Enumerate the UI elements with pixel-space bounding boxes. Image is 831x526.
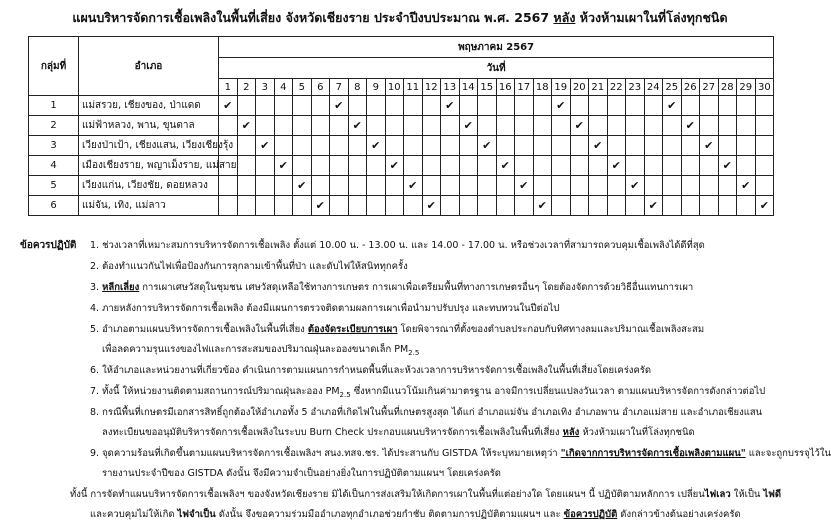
check-mark-icon: ✔: [533, 196, 552, 216]
empty-day-cell: [478, 176, 497, 196]
check-mark-icon: ✔: [441, 96, 460, 116]
check-mark-icon: ✔: [644, 196, 663, 216]
check-mark-icon: ✔: [589, 136, 608, 156]
check-mark-icon: ✔: [404, 176, 423, 196]
empty-day-cell: [422, 136, 441, 156]
note-8-emphasis: หลัง: [562, 427, 580, 438]
day-number-cell: 21: [589, 79, 608, 96]
empty-day-cell: [293, 116, 312, 136]
day-number-cell: 19: [552, 79, 571, 96]
day-number-cell: 1: [219, 79, 238, 96]
day-number-cell: 4: [274, 79, 293, 96]
empty-day-cell: [385, 96, 404, 116]
empty-day-cell: [404, 116, 423, 136]
day-number-cell: 24: [644, 79, 663, 96]
empty-day-cell: [330, 136, 349, 156]
district-header: อำเภอ: [79, 37, 219, 96]
empty-day-cell: [533, 156, 552, 176]
empty-day-cell: [293, 156, 312, 176]
note-7-text: 7. ทั้งนี้ ให้หน่วยงานติดตามสถานการณ์ปริมาณฝุ่นละออง PM: [90, 386, 340, 397]
day-number-cell: 13: [441, 79, 460, 96]
empty-day-cell: [570, 196, 589, 216]
empty-day-cell: [718, 136, 737, 156]
empty-day-cell: [755, 116, 774, 136]
empty-day-cell: [589, 116, 608, 136]
empty-day-cell: [515, 196, 534, 216]
empty-day-cell: [496, 196, 515, 216]
day-number-cell: 6: [311, 79, 330, 96]
check-mark-icon: ✔: [663, 96, 682, 116]
empty-day-cell: [570, 156, 589, 176]
empty-day-cell: [515, 136, 534, 156]
group-cell: 6: [29, 196, 79, 216]
table-row: [29, 196, 774, 216]
empty-day-cell: [367, 196, 386, 216]
group-header: กลุ่มที่: [29, 37, 79, 96]
check-mark-icon: ✔: [367, 136, 386, 156]
empty-day-cell: [478, 96, 497, 116]
empty-day-cell: [626, 116, 645, 136]
notes-label: ข้อควรปฏิบัติ: [20, 240, 77, 251]
empty-day-cell: [607, 116, 626, 136]
day-number-cell: 7: [330, 79, 349, 96]
note-3-text: การเผาเศษวัสดุในชุมชน เศษวัสดุเหลือใช้ทางการเกษตร การเผาเพื่อเตรียมพื้นที่ทางการเกษตรอื่นๆ โดยต้องจัดการด้วยวิธีอื่นแทนการเผา: [142, 282, 694, 293]
empty-day-cell: [737, 196, 756, 216]
empty-day-cell: [274, 116, 293, 136]
empty-day-cell: [681, 136, 700, 156]
check-mark-icon: ✔: [330, 96, 349, 116]
empty-day-cell: [681, 176, 700, 196]
note-9-cont: รายงานประจำปีของ GISTDA ดังนั้น จึงมีความจำเป็นอย่างยิ่งในการปฏิบัติตามแผนฯ โดยเคร่งครัด: [102, 468, 501, 479]
day-number-cell: 28: [718, 79, 737, 96]
table-row: [29, 136, 774, 156]
empty-day-cell: [626, 96, 645, 116]
check-mark-icon: ✔: [237, 116, 256, 136]
empty-day-cell: [663, 156, 682, 176]
empty-day-cell: [274, 176, 293, 196]
title-text-end: ห้วงห้ามเผาในที่โล่งทุกชนิด: [579, 10, 728, 25]
note-7: [90, 382, 765, 405]
district-cell: แม่สรวย, เชียงของ, ป่าแดด: [79, 96, 219, 116]
empty-day-cell: [422, 116, 441, 136]
empty-day-cell: [718, 116, 737, 136]
empty-day-cell: [311, 156, 330, 176]
footer-line-1: [70, 485, 781, 506]
note-5: [90, 320, 704, 341]
check-mark-icon: ✔: [718, 156, 737, 176]
note-4: 4. ภายหลังการบริหารจัดการเชื้อเพลิง ต้องมีแผนการตรวจติดตามผลการเผาเพื่อนำมาปรับปรุง และทบทวนในปีต่อไป: [90, 303, 560, 314]
empty-day-cell: [755, 156, 774, 176]
empty-day-cell: [330, 116, 349, 136]
check-mark-icon: ✔: [459, 116, 478, 136]
empty-day-cell: [515, 156, 534, 176]
empty-day-cell: [459, 196, 478, 216]
group-cell: 5: [29, 176, 79, 196]
schedule-body: [29, 96, 774, 216]
day-number-cell: 12: [422, 79, 441, 96]
empty-day-cell: [441, 176, 460, 196]
empty-day-cell: [607, 196, 626, 216]
empty-day-cell: [515, 116, 534, 136]
empty-day-cell: [737, 116, 756, 136]
note-5-cont-text: เพื่อลดความรุนแรงของไฟและการสะสมของปริมาณฝุ่นละอองขนาดเล็ก PM: [102, 344, 409, 355]
empty-day-cell: [607, 176, 626, 196]
empty-day-cell: [496, 136, 515, 156]
empty-day-cell: [219, 196, 238, 216]
day-number-cell: 16: [496, 79, 515, 96]
empty-day-cell: [441, 156, 460, 176]
empty-day-cell: [293, 196, 312, 216]
empty-day-cell: [478, 196, 497, 216]
empty-day-cell: [552, 196, 571, 216]
empty-day-cell: [755, 96, 774, 116]
note-3: [90, 278, 693, 299]
day-number-cell: 27: [700, 79, 719, 96]
day-number-cell: 9: [367, 79, 386, 96]
empty-day-cell: [737, 136, 756, 156]
empty-day-cell: [663, 196, 682, 216]
check-mark-icon: ✔: [570, 116, 589, 136]
empty-day-cell: [644, 96, 663, 116]
empty-day-cell: [348, 176, 367, 196]
empty-day-cell: [459, 136, 478, 156]
table-row: [29, 116, 774, 136]
empty-day-cell: [552, 136, 571, 156]
empty-day-cell: [311, 96, 330, 116]
empty-day-cell: [644, 156, 663, 176]
day-number-cell: 17: [515, 79, 534, 96]
empty-day-cell: [330, 196, 349, 216]
day-number-cell: 26: [681, 79, 700, 96]
table-row: [29, 156, 774, 176]
empty-day-cell: [256, 176, 275, 196]
district-cell: เมืองเชียงราย, พญาเม็งราย, แม่สาย: [79, 156, 219, 176]
day-number-cell: 5: [293, 79, 312, 96]
empty-day-cell: [237, 136, 256, 156]
empty-day-cell: [589, 156, 608, 176]
empty-day-cell: [552, 116, 571, 136]
empty-day-cell: [385, 176, 404, 196]
note-7-text-end: ซึ่งหากมีแนวโน้มเกินค่ามาตรฐาน อาจมีการเปลี่ยนแปลงวันเวลา ตามแผนบริหารจัดการดังกล่าวต่อไป: [350, 386, 766, 397]
empty-day-cell: [348, 196, 367, 216]
empty-day-cell: [404, 156, 423, 176]
group-cell: 3: [29, 136, 79, 156]
empty-day-cell: [515, 96, 534, 116]
empty-day-cell: [681, 156, 700, 176]
empty-day-cell: [330, 176, 349, 196]
footer-1-bad-fire: ไฟเลว: [704, 489, 731, 500]
day-number-cell: 30: [755, 79, 774, 96]
footer-2-mid: ดังนั้น จึงขอความร่วมมืออำเภอทุกอำเภอช่วยกำชับ ติดตามการปฏิบัติตามแผนฯ และ: [215, 509, 564, 520]
check-mark-icon: ✔: [422, 196, 441, 216]
empty-day-cell: [311, 116, 330, 136]
empty-day-cell: [478, 116, 497, 136]
check-mark-icon: ✔: [626, 176, 645, 196]
empty-day-cell: [237, 196, 256, 216]
empty-day-cell: [311, 176, 330, 196]
empty-day-cell: [626, 156, 645, 176]
empty-day-cell: [385, 116, 404, 136]
empty-day-cell: [459, 96, 478, 116]
empty-day-cell: [441, 196, 460, 216]
empty-day-cell: [385, 196, 404, 216]
empty-day-cell: [533, 136, 552, 156]
day-number-cell: 25: [663, 79, 682, 96]
note-9-emphasis: "เกิดจากการบริหารจัดการเชื้อเพลิงตามแผน": [560, 448, 746, 459]
empty-day-cell: [626, 136, 645, 156]
check-mark-icon: ✔: [515, 176, 534, 196]
empty-day-cell: [589, 96, 608, 116]
empty-day-cell: [330, 156, 349, 176]
table-row: [29, 176, 774, 196]
empty-day-cell: [755, 136, 774, 156]
empty-day-cell: [570, 176, 589, 196]
empty-day-cell: [644, 176, 663, 196]
footer-1-text: ทั้งนี้ การจัดทำแผนบริหารจัดการเชื้อเพลิงฯ ของจังหวัดเชียงราย มิได้เป็นการส่งเสริมให้เกิดการเผาในพื้นที่แต่อย่างใด โดยแผนฯ นี้ ปฏิบัติตามหลักการ เปลี่ยน: [70, 489, 705, 500]
empty-day-cell: [589, 176, 608, 196]
empty-day-cell: [441, 116, 460, 136]
empty-day-cell: [607, 96, 626, 116]
note-5-text-end: โดยพิจารณาที่ตั้งของตำบลประกอบกับทิศทางลมและปริมาณเชื้อเพลิงสะสม: [400, 324, 705, 335]
group-cell: 1: [29, 96, 79, 116]
day-number-cell: 15: [478, 79, 497, 96]
day-number-cell: 8: [348, 79, 367, 96]
empty-day-cell: [755, 176, 774, 196]
note-9-text-end: และจะถูกบรรจุไว้ใน: [748, 448, 831, 459]
empty-day-cell: [237, 176, 256, 196]
empty-day-cell: [552, 176, 571, 196]
empty-day-cell: [348, 96, 367, 116]
empty-day-cell: [737, 156, 756, 176]
check-mark-icon: ✔: [478, 136, 497, 156]
empty-day-cell: [274, 196, 293, 216]
day-number-cell: 3: [256, 79, 275, 96]
check-mark-icon: ✔: [700, 136, 719, 156]
empty-day-cell: [256, 196, 275, 216]
empty-day-cell: [422, 176, 441, 196]
note-3-emphasis: หลีกเลี่ยง: [102, 282, 140, 293]
day-number-cell: 23: [626, 79, 645, 96]
empty-day-cell: [718, 96, 737, 116]
empty-day-cell: [367, 116, 386, 136]
empty-day-cell: [552, 156, 571, 176]
empty-day-cell: [533, 176, 552, 196]
schedule-table: [28, 36, 774, 216]
empty-day-cell: [367, 176, 386, 196]
empty-day-cell: [293, 96, 312, 116]
empty-day-cell: [348, 136, 367, 156]
empty-day-cell: [533, 116, 552, 136]
empty-day-cell: [256, 116, 275, 136]
day-number-cell: 2: [237, 79, 256, 96]
empty-day-cell: [348, 156, 367, 176]
note-5-cont: [102, 340, 419, 363]
check-mark-icon: ✔: [293, 176, 312, 196]
table-row: [29, 96, 774, 116]
district-cell: เวียงแก่น, เวียงชัย, ดอยหลวง: [79, 176, 219, 196]
footer-1-mid: ให้เป็น: [730, 489, 764, 500]
check-mark-icon: ✔: [552, 96, 571, 116]
empty-day-cell: [663, 176, 682, 196]
empty-day-cell: [459, 156, 478, 176]
empty-day-cell: [441, 136, 460, 156]
check-mark-icon: ✔: [496, 156, 515, 176]
empty-day-cell: [626, 196, 645, 216]
note-5-emphasis: ต้องจัดระเบียบการเผา: [307, 324, 398, 335]
note-6: 6. ให้อำเภอและหน่วยงานที่เกี่ยวข้อง ดำเนินการตามแผนการกำหนดพื้นที่และห้วงเวลาการบริหารจัดการเชื้อเพลิงในพื้นที่เสี่ยงโดยเคร่งครัด: [90, 365, 652, 376]
footer-2-necessary-fire: ไฟจำเป็น: [177, 509, 216, 520]
note-8-cont-text: ลงทะเบียนขออนุมัติบริหารจัดการเชื้อเพลิงในระบบ Burn Check ประกอบแผนบริหารจัดการเชื้อเพลิงในพื้นที่เสี่ยง: [102, 427, 560, 438]
day-number-cell: 20: [570, 79, 589, 96]
empty-day-cell: [589, 196, 608, 216]
pm-subscript-2: 2.5: [339, 390, 351, 399]
empty-day-cell: [644, 136, 663, 156]
empty-day-cell: [737, 96, 756, 116]
empty-day-cell: [404, 136, 423, 156]
empty-day-cell: [385, 136, 404, 156]
district-cell: เวียงป่าเป้า, เชียงแสน, เวียงเชียงรุ้ง: [79, 136, 219, 156]
empty-day-cell: [219, 116, 238, 136]
empty-day-cell: [700, 116, 719, 136]
footer-1-good-fire: ไฟดี: [763, 489, 782, 500]
empty-day-cell: [478, 156, 497, 176]
empty-day-cell: [718, 196, 737, 216]
day-number-cell: 29: [737, 79, 756, 96]
empty-day-cell: [570, 136, 589, 156]
title-text: แผนบริหารจัดการเชื้อเพลิงในพื้นที่เสี่ยง จังหวัดเชียงราย ประจำปีงบประมาณ พ.ศ. 2567: [72, 10, 550, 25]
note-1: 1. ช่วงเวลาที่เหมาะสมการบริหารจัดการเชื้อเพลิง ตั้งแต่ 10.00 น. - 13.00 น. และ 14.00 - 17.00 น. หรือช่วงเวลาที่สามารถควบคุมเชื้อเพลิงได้ดีที่สุด: [90, 240, 705, 251]
empty-day-cell: [496, 116, 515, 136]
group-cell: 2: [29, 116, 79, 136]
check-mark-icon: ✔: [385, 156, 404, 176]
note-9-text: 9. จุดความร้อนที่เกิดขึ้นตามแผนบริหารจัดการเชื้อเพลิงฯ สนง.ทสจ.ชร. ได้ประสานกับ GISTDA ให้ระบุหมายเหตุว่า: [90, 448, 558, 459]
empty-day-cell: [700, 196, 719, 216]
check-mark-icon: ✔: [311, 196, 330, 216]
empty-day-cell: [644, 116, 663, 136]
month-header: พฤษภาคม 2567: [219, 37, 774, 58]
note-5-text: 5. อำเภอตามแผนบริหารจัดการเชื้อเพลิงในพื้นที่เสี่ยง: [90, 324, 305, 335]
empty-day-cell: [237, 96, 256, 116]
empty-day-cell: [274, 96, 293, 116]
empty-day-cell: [237, 156, 256, 176]
note-8: 8. กรณีพื้นที่เกษตรมีเอกสารสิทธิ์ถูกต้องให้อำเภอทั้ง 5 อำเภอที่เกิดไฟในพื้นที่เกษตรสูงสุด ได้แก่ อำเภอแม่จัน อำเภอเทิง อำเภอพาน อำเภอแม่สาย และอำเภอเชียงแสน: [90, 407, 763, 418]
note-9: [90, 444, 831, 465]
empty-day-cell: [570, 96, 589, 116]
empty-day-cell: [496, 96, 515, 116]
empty-day-cell: [663, 116, 682, 136]
footer-2-text: และควบคุมไม่ให้เกิด: [90, 509, 178, 520]
empty-day-cell: [293, 136, 312, 156]
check-mark-icon: ✔: [755, 196, 774, 216]
title-emphasis: หลัง: [553, 10, 576, 25]
pm-subscript: 2.5: [408, 348, 420, 357]
empty-day-cell: [700, 96, 719, 116]
empty-day-cell: [607, 136, 626, 156]
empty-day-cell: [422, 156, 441, 176]
note-8-cont-end: ห้วงห้ามเผาในที่โล่งทุกชนิด: [582, 427, 695, 438]
day-number-cell: 11: [404, 79, 423, 96]
note-3-num: 3.: [90, 282, 100, 293]
empty-day-cell: [459, 176, 478, 196]
document-title: [0, 8, 800, 28]
day-number-cell: 10: [385, 79, 404, 96]
empty-day-cell: [422, 96, 441, 116]
district-cell: แม่จัน, เทิง, แม่ลาว: [79, 196, 219, 216]
empty-day-cell: [700, 156, 719, 176]
empty-day-cell: [219, 176, 238, 196]
day-number-cell: 14: [459, 79, 478, 96]
footer-line-2: [90, 505, 741, 526]
empty-day-cell: [533, 96, 552, 116]
empty-day-cell: [256, 156, 275, 176]
empty-day-cell: [681, 196, 700, 216]
note-8-cont: [102, 423, 695, 444]
empty-day-cell: [367, 96, 386, 116]
empty-day-cell: [663, 136, 682, 156]
empty-day-cell: [700, 176, 719, 196]
check-mark-icon: ✔: [681, 116, 700, 136]
empty-day-cell: [496, 176, 515, 196]
empty-day-cell: [367, 156, 386, 176]
empty-day-cell: [404, 196, 423, 216]
empty-day-cell: [681, 96, 700, 116]
empty-day-cell: [311, 136, 330, 156]
check-mark-icon: ✔: [737, 176, 756, 196]
check-mark-icon: ✔: [256, 136, 275, 156]
footer-2-emphasis: ข้อควรปฏิบัติ: [563, 509, 618, 520]
empty-day-cell: [718, 176, 737, 196]
check-mark-icon: ✔: [274, 156, 293, 176]
check-mark-icon: ✔: [607, 156, 626, 176]
empty-day-cell: [274, 136, 293, 156]
empty-day-cell: [256, 96, 275, 116]
empty-day-cell: [404, 96, 423, 116]
check-mark-icon: ✔: [348, 116, 367, 136]
group-cell: 4: [29, 156, 79, 176]
day-number-cell: 22: [607, 79, 626, 96]
district-cell: แม่ฟ้าหลวง, พาน, ขุนตาล: [79, 116, 219, 136]
day-header: วันที่: [219, 58, 774, 79]
footer-2-end: ดังกล่าวข้างต้นอย่างเคร่งครัด: [617, 509, 741, 520]
day-number-cell: 18: [533, 79, 552, 96]
check-mark-icon: ✔: [219, 96, 238, 116]
note-2: 2. ต้องทำแนวกันไฟเพื่อป้องกันการลุกลามเข้าพื้นที่ป่า และดับไฟให้สนิททุกครั้ง: [90, 261, 408, 272]
